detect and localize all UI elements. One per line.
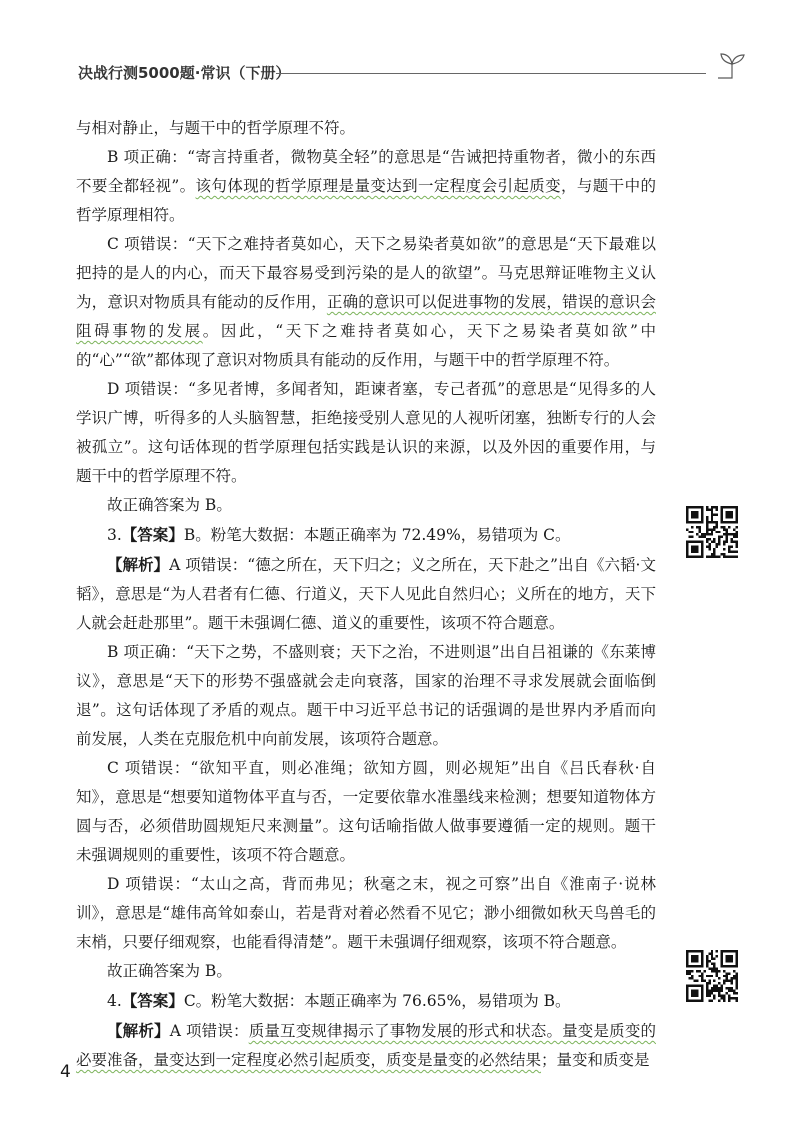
paragraph-text: D 项错误：“多见者博，多闻者知，距谏者塞，专己者孤”的意思是“见得多的人学识广博，听得多的人头脑智慧，拒绝接受别人意见的人视听闭塞，独断专行的人会被孤立”。这句话体现的哲学原理包括实践是认识的来源，以及外因的重要作用，与题干中的哲学原理不符。: [76, 380, 656, 485]
paragraph: [76, 491, 656, 520]
paragraph-text: ，与题干中的哲学原理相符。: [76, 177, 656, 224]
highlighted-text: 该句体现的哲学原理是量变达到一定程度会引起质变: [195, 177, 562, 195]
qr-code-icon[interactable]: [686, 950, 738, 1002]
question-number: 3.: [107, 526, 122, 544]
paragraph: [76, 550, 656, 638]
analysis-label: 【解析】: [107, 1021, 170, 1040]
paragraph-text: A 项错误：“德之所在，天下归之；义之所在，天下赴之”出自《六韬·文韬》，意思是“为人君者有仁德、行道义，天下人见此自然归心；义所在的地方，天下人就会赶赴那里”。题干未强调仁德、道义的重要性，该项不符合题意。: [76, 556, 656, 632]
sprout-icon: [718, 52, 748, 82]
paragraph: [76, 230, 656, 375]
running-title: 决战行测5000题·常识（下册）: [78, 64, 291, 82]
paragraph-text: 故正确答案为 B。: [107, 496, 232, 514]
analysis-label: 【解析】: [107, 555, 170, 574]
answer-line: [76, 520, 656, 550]
highlighted-text: 正确的意识可以促进事物的发展，错误的意识会阻碍事物的发展: [76, 293, 656, 340]
paragraph-text: B。粉笔大数据：本题正确率为 72.49%，易错项为 C。: [183, 526, 571, 544]
question-number: 4.: [107, 992, 122, 1010]
paragraph-text: 故正确答案为 B。: [107, 962, 232, 980]
qr-code-icon[interactable]: [686, 506, 738, 558]
paragraph-text: B 项正确：“寄言持重者，微物莫全轻”的意思是“告诫把持重物者，微小的东西不要全都轻视”。: [76, 148, 656, 195]
paragraph: [76, 870, 656, 957]
paragraph-text: C。粉笔大数据：本题正确率为 76.65%，易错项为 B。: [183, 992, 571, 1010]
paragraph: [76, 957, 656, 986]
answer-line: [76, 986, 656, 1016]
paragraph-text: C 项错误：“天下之难持者莫如心，天下之易染者莫如欲”的意思是“天下最难以把持的是人的内心，而天下最容易受到污染的是人的欲望”。马克思辩证唯物主义认为，意识对物质具有能动的反作用，: [76, 235, 656, 311]
paragraph-text: 。因此，“天下之难持者莫如心，天下之易染者莫如欲”中的“心”“欲”都体现了意识对物质具有能动的反作用，与题干中的哲学原理不符。: [76, 322, 656, 369]
paragraph-text: B 项正确：“天下之势，不盛则衰；天下之治，不进则退”出自吕祖谦的《东莱博议》，意思是“天下的形势不强盛就会走向衰落，国家的治理不寻求发展就会面临倒退”。这句话体现了矛盾的观点。题干中习近平总书记的话强调的是世界内矛盾而向前发展，人类在克服危机中向前发展，该项符合题意。: [76, 643, 656, 748]
paragraph: [76, 143, 656, 230]
paragraph: [76, 375, 656, 491]
answer-label: 【答案】: [121, 991, 184, 1010]
page-body: [76, 114, 656, 1075]
answer-label: 【答案】: [121, 525, 184, 544]
page-number: 4: [60, 1062, 71, 1082]
paragraph: [76, 1016, 656, 1075]
header-rule: [276, 73, 706, 74]
page-header: [78, 60, 748, 84]
paragraph: [76, 754, 656, 870]
paragraph: [76, 114, 656, 143]
paragraph-text: ；量变和质变是: [541, 1051, 650, 1069]
paragraph-text: D 项错误：“太山之高，背而弗见；秋毫之末，视之可察”出自《淮南子·说林训》，意思是“雄伟高耸如泰山，若是背对着必然看不见它；渺小细微如秋天鸟兽毛的末梢，只要仔细观察，也能看得清楚”。题干未强调仔细观察，该项不符合题意。: [76, 875, 656, 951]
paragraph: [76, 638, 656, 754]
highlighted-text: 质量互变规律揭示了事物发展的形式和状态。量变是质变的必要准备，量变达到一定程度必然引起质变，质变是量变的必然结果: [76, 1022, 656, 1069]
paragraph-text: A 项错误：: [169, 1022, 249, 1040]
paragraph-text: C 项错误：“欲知平直，则必准绳；欲知方圆，则必规矩”出自《吕氏春秋·自知》，意思是“想要知道物体平直与否，一定要依靠水准墨线来检测；想要知道物体方圆与否，必须借助圆规矩尺来测量”。这句话喻指做人做事要遵循一定的规则。题干未强调规则的重要性，该项不符合题意。: [76, 759, 656, 864]
paragraph-text: 与相对静止，与题干中的哲学原理不符。: [76, 119, 356, 137]
